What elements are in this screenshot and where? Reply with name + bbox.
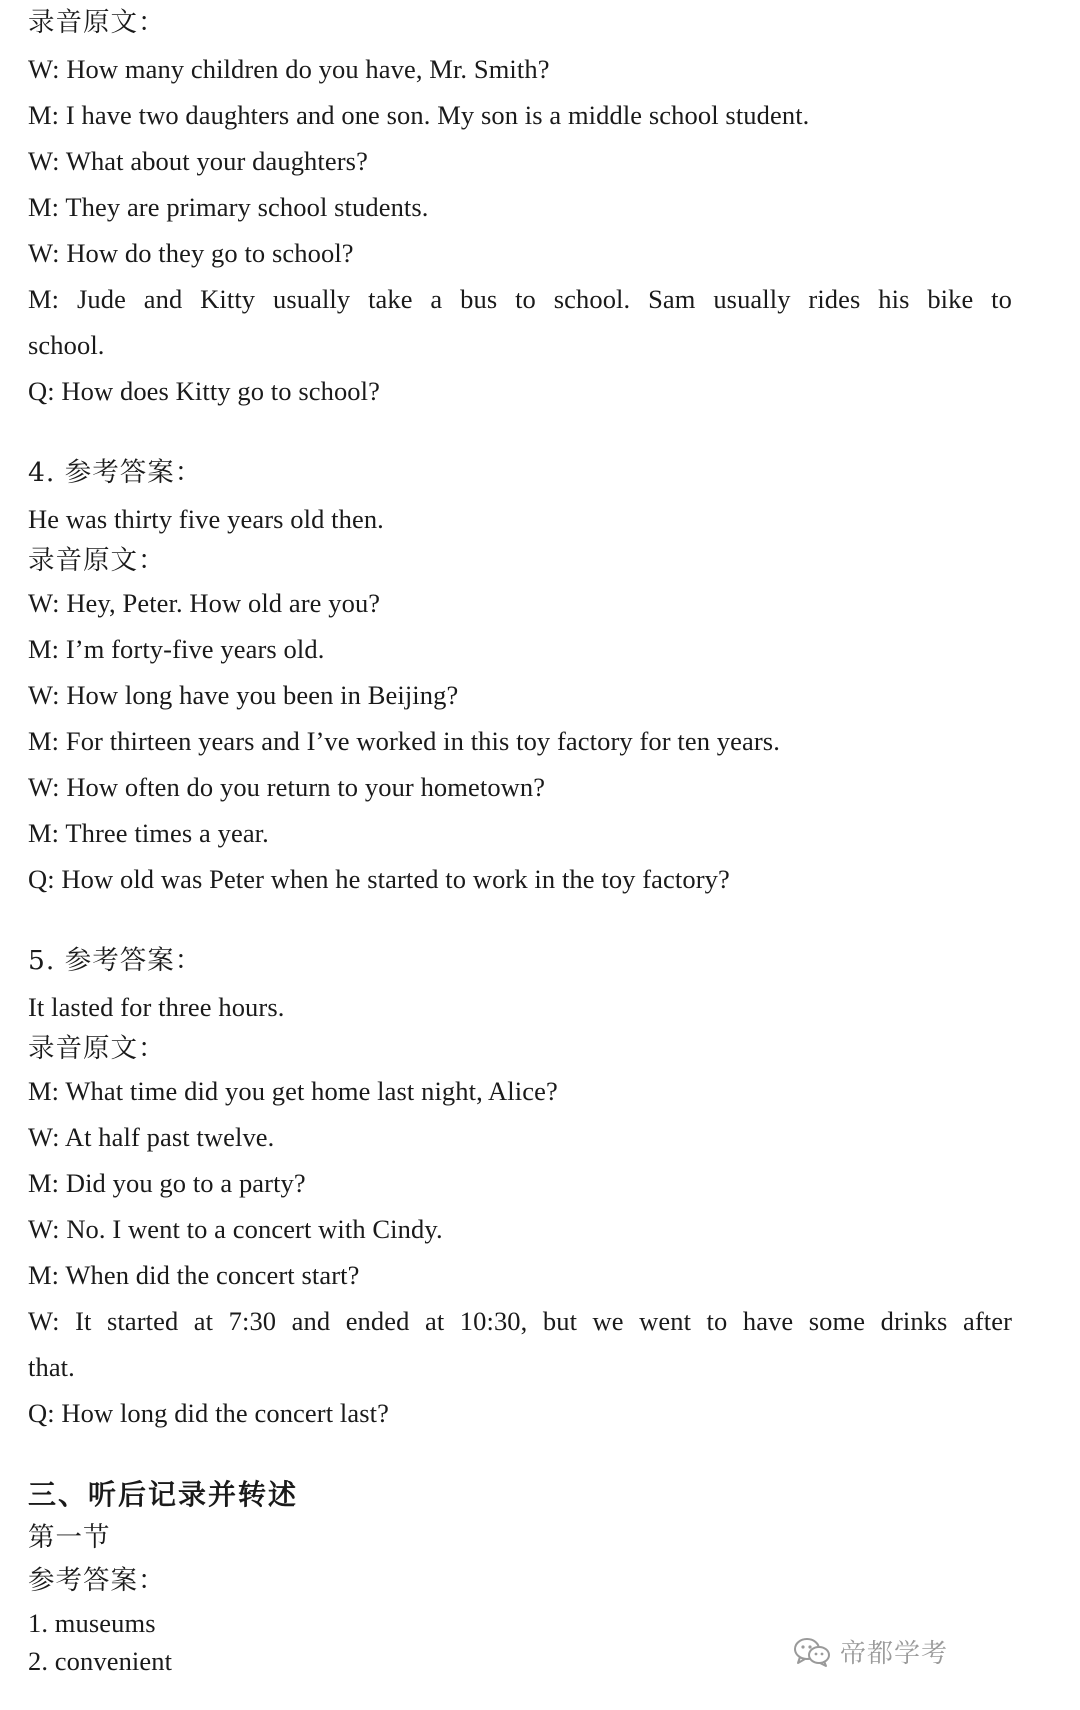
dialogue-line: M: For thirteen years and I’ve worked in this toy factory for ten years.	[28, 726, 780, 756]
question-line: Q: How does Kitty go to school?	[28, 376, 380, 406]
transcript-label: 录音原文：	[28, 545, 166, 576]
document-page	[28, 0, 1012, 1680]
dialogue-line: M: Jude and Kitty usually take a bus to school. Sam usually rides his bike to	[28, 284, 1012, 314]
answer-item: 1. museums	[28, 1608, 156, 1638]
watermark-text: 帝都学考	[839, 1639, 948, 1669]
dialogue-line: W: At half past twelve.	[28, 1122, 275, 1152]
dialogue-line: M: Three times a year.	[28, 818, 269, 848]
answer-label: 参考答案：	[28, 1565, 166, 1596]
dialogue-line: W: How do they go to school?	[28, 238, 354, 268]
dialogue-line: M: I have two daughters and one son. My son is a middle school student.	[28, 100, 810, 130]
question-line: Q: How old was Peter when he started to work in the toy factory?	[28, 864, 730, 894]
dialogue-line: W: Hey, Peter. How old are you?	[28, 588, 381, 618]
dialogue-line: M: Did you go to a party?	[28, 1168, 306, 1198]
dialogue-line: M: When did the concert start?	[28, 1260, 360, 1290]
dialogue-line: W: How long have you been in Beijing?	[28, 680, 459, 710]
part-title: 三、听后记录并转述	[28, 1478, 299, 1511]
answer-text: He was thirty five years old then.	[28, 504, 384, 534]
answer-heading: 4. 参考答案：	[28, 457, 203, 488]
dialogue-line: M: They are primary school students.	[28, 192, 429, 222]
dialogue-line: W: What about your daughters?	[28, 146, 368, 176]
part-subtitle: 第一节	[28, 1522, 111, 1553]
watermark	[792, 1633, 948, 1670]
question-line: Q: How long did the concert last?	[28, 1398, 389, 1428]
dialogue-line: M: I’m forty-five years old.	[28, 634, 325, 664]
dialogue-line: W: No. I went to a concert with Cindy.	[28, 1214, 443, 1244]
dialogue-line: W: How many children do you have, Mr. Smith?	[28, 54, 550, 84]
dialogue-line: school.	[28, 330, 105, 360]
transcript-label: 录音原文：	[28, 1033, 166, 1064]
dialogue-line: W: How often do you return to your hometown?	[28, 772, 546, 802]
transcript-label: 录音原文：	[28, 7, 166, 38]
dialogue-line: M: What time did you get home last night, Alice?	[28, 1076, 558, 1106]
wechat-icon	[792, 1636, 832, 1668]
answer-heading: 5. 参考答案：	[28, 945, 203, 976]
answer-text: It lasted for three hours.	[28, 992, 285, 1022]
answer-item: 2. convenient	[28, 1646, 173, 1676]
dialogue-line: W: It started at 7:30 and ended at 10:30, but we went to have some drinks after	[28, 1306, 1012, 1336]
dialogue-line: that.	[28, 1352, 75, 1382]
